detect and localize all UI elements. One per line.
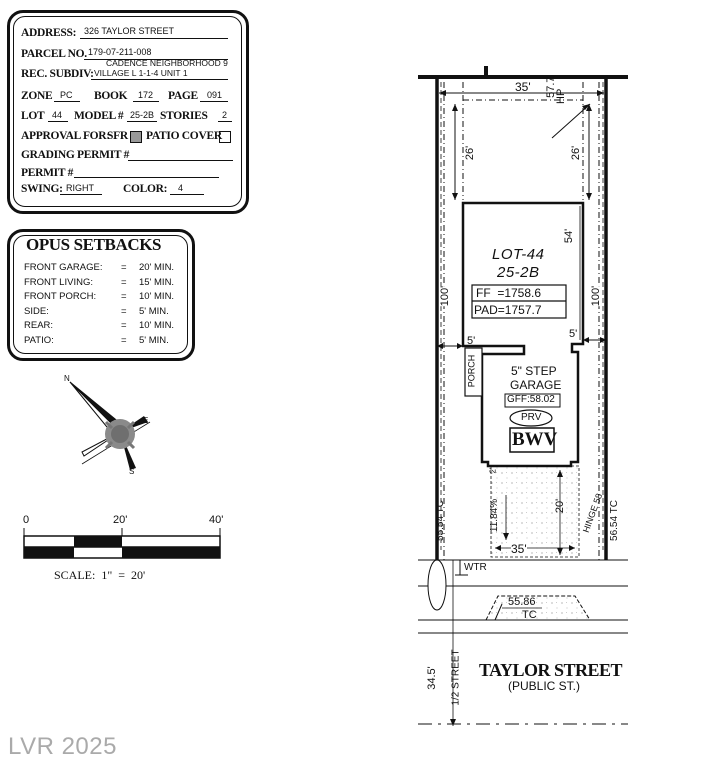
tc-left-elevation: 55.54 TC (434, 500, 446, 541)
side-setback-right: 5' (569, 328, 578, 340)
setback-name: FRONT PORCH: (24, 291, 97, 303)
ff-elevation: FF =1758.6 (476, 286, 542, 300)
tc-right-elevation: 56.54 TC (608, 500, 620, 541)
subdiv-value-line1: CADENCE NEIGHBORHOOD 9 (106, 58, 228, 68)
lot-depth-right: 100' (590, 285, 603, 307)
zone-label: ZONE (21, 90, 53, 102)
model-value: 25-2B (130, 110, 155, 120)
rear-setback-left: 26' (464, 145, 477, 161)
compass-s-label: S (129, 467, 135, 476)
driveway-width: 35' (511, 542, 527, 556)
stories-label: STORIES (160, 110, 208, 122)
scale-tick-40: 40' (209, 514, 224, 526)
lot-value: 44 (52, 110, 63, 120)
driveway-slope: 11.84% (489, 498, 501, 533)
color-label: COLOR: (123, 183, 168, 195)
setback-equals: = (121, 320, 127, 332)
compass-e-label: E (143, 416, 149, 425)
compass-n-label: N (64, 374, 70, 383)
setback-value: 15' MIN. (139, 276, 175, 288)
garage-label: GARAGE (510, 378, 562, 392)
drive-offset-dim: 2' (488, 467, 498, 474)
lot-model: 25-2B (497, 264, 540, 281)
setback-name: PATIO: (24, 335, 54, 346)
page-label: PAGE (168, 90, 198, 102)
hp-elevation: 57.7 HP (545, 76, 567, 104)
sfr-label: SFR (107, 130, 128, 142)
swing-value: RIGHT (66, 183, 94, 193)
curb-elevation: 55.86 (508, 596, 536, 608)
address-label: ADDRESS: (21, 27, 77, 39)
half-street-label: 1/2 STREET (450, 649, 462, 706)
permit-label: PERMIT # (21, 167, 74, 179)
setback-name: REAR: (24, 320, 54, 332)
rear-setback-right: 26' (570, 145, 583, 161)
hinge-label: HINGE 58 (580, 492, 605, 534)
street-name: TAYLOR STREET (479, 660, 623, 680)
gff-elevation: GFF:58.02 (507, 394, 555, 405)
zone-value: PC (60, 90, 73, 100)
lot-title: LOT-44 (492, 246, 545, 263)
model-label: MODEL # (74, 110, 124, 122)
setback-equals: = (121, 291, 127, 303)
scale-tick-20: 20' (113, 514, 128, 526)
address-value: 326 TAYLOR STREET (84, 26, 175, 36)
patio-cover-label: PATIO COVER (146, 130, 222, 142)
grading-permit-label: GRADING PERMIT # (21, 149, 130, 161)
stories-value: 2 (222, 110, 228, 120)
setback-value: 20' MIN. (139, 262, 175, 273)
house-depth-dim: 54' (563, 228, 576, 244)
setback-name: FRONT GARAGE: (24, 262, 103, 273)
scale-label: SCALE: 1" = 20' (54, 568, 146, 582)
parcel-label: PARCEL NO. (21, 48, 87, 60)
approval-label: APPROVAL FOR: (21, 130, 110, 142)
watermark: LVR 2025 (8, 733, 117, 760)
setback-value: 5' MIN. (139, 305, 169, 317)
driveway-length: 20' (554, 498, 567, 514)
top-width-dim: 35' (515, 80, 531, 94)
setbacks-title: OPUS SETBACKS (26, 235, 162, 254)
parcel-value: 179-07-211-008 (88, 47, 152, 57)
page-value: 091 (207, 90, 223, 100)
subdiv-value-line2: VILLAGE L 1-1-4 UNIT 1 (94, 68, 188, 78)
setback-name: SIDE: (24, 305, 49, 317)
water-meter-icon (428, 560, 446, 610)
water-label: WTR (464, 562, 487, 573)
side-setback-left: 5' (467, 335, 476, 347)
setback-value: 10' MIN. (139, 320, 175, 332)
lot-depth-left: 100' (439, 285, 452, 307)
half-street-dim: 34.5' (425, 666, 438, 690)
hp-label (536, 76, 566, 104)
book-value: 172 (138, 90, 154, 100)
color-value: 4 (178, 183, 184, 193)
scale-tick-0: 0 (23, 514, 30, 526)
setback-equals: = (121, 262, 127, 273)
setback-name: FRONT LIVING: (24, 276, 93, 288)
setback-value: 10' MIN. (139, 291, 175, 303)
street-type: (PUBLIC ST.) (508, 679, 581, 693)
bwv-label: BWV (512, 429, 558, 450)
setback-value: 5' MIN. (139, 335, 169, 346)
swing-label: SWING: (21, 183, 63, 195)
lot-label: LOT (21, 110, 45, 122)
step-label: 5" STEP (511, 364, 557, 378)
curb-tc-label: TC (522, 609, 537, 621)
subdiv-label: REC. SUBDIV: (21, 68, 94, 80)
setback-equals: = (121, 305, 127, 317)
prv-label: PRV (521, 412, 542, 423)
porch-label: PORCH (466, 354, 477, 388)
setback-equals: = (121, 276, 127, 288)
setback-equals: = (121, 335, 127, 346)
pad-elevation: PAD=1757.7 (474, 303, 542, 317)
book-label: BOOK (94, 90, 128, 102)
